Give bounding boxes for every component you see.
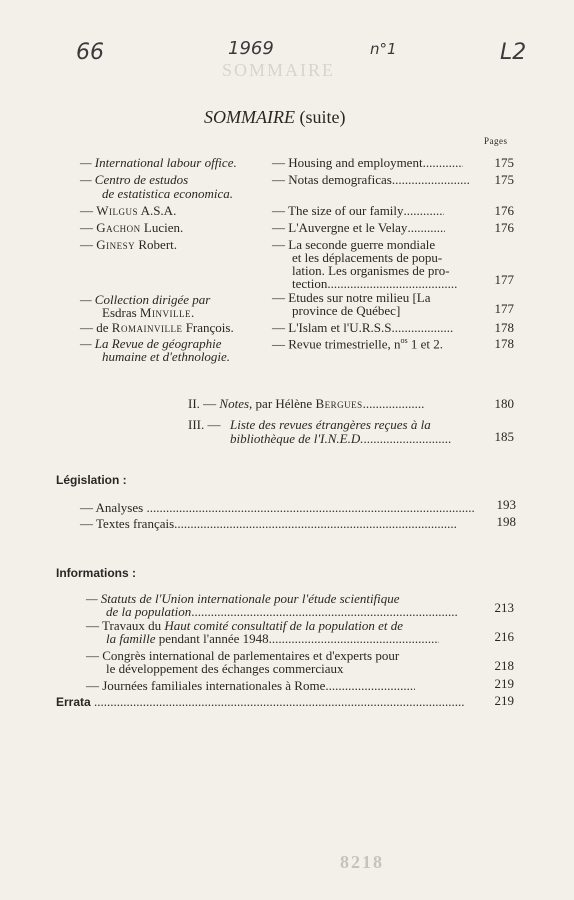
review-page: 176 (494, 203, 514, 218)
review-title: — La seconde guerre mondiale (272, 237, 436, 252)
annotation-left: 66 (76, 40, 104, 65)
informations-heading: Informations : (56, 566, 136, 580)
review-page: 175 (494, 155, 514, 170)
review-source: — Collection dirigée par (80, 292, 211, 307)
review-title-cont: lation. Les organismes de pro- (292, 263, 450, 278)
liste-num: III. — (188, 417, 221, 432)
pages-label: Pages (484, 136, 508, 146)
review-source: — Wilgus A.S.A. (80, 203, 177, 218)
review-title-cont: province de Québec] (292, 303, 401, 318)
info-item-cont: de la population..... (106, 604, 482, 620)
legislation-page: 193 (496, 497, 516, 512)
legislation-page: 198 (496, 514, 516, 529)
review-page: 178 (494, 320, 514, 335)
errata-entry: Errata ..... (56, 694, 484, 710)
info-page: 218 (494, 658, 514, 673)
review-source-cont: Esdras Minville. (102, 305, 195, 320)
review-title-cont: et les déplacements de popu- (292, 250, 443, 265)
review-title: — L'Auvergne et le Velay..... (272, 220, 445, 236)
liste-page: 185 (494, 429, 514, 444)
review-source-cont: humaine et d'ethnologie. (102, 349, 231, 364)
review-source: — Ginesy Robert. (80, 237, 178, 252)
annotation-center-right: n°1 (370, 40, 397, 58)
review-title: — Notas demograficas..... (272, 172, 470, 188)
info-item: — Journées familiales internationales à Rome..... (86, 678, 480, 694)
review-source-cont: de estatistica economica. (102, 186, 234, 201)
review-source: — de Romainville François. (80, 320, 234, 335)
review-title: — Housing and employment..... (272, 155, 482, 171)
review-title: — L'Islam et l'U.R.S.S...... (272, 320, 453, 336)
info-item-cont: la famille pendant l'année 1948..... (106, 631, 482, 647)
review-source: — International labour office. (80, 155, 237, 170)
info-item-cont: le développement des échanges commerciaux (106, 661, 344, 676)
errata-page: 219 (494, 693, 514, 708)
review-page: 175 (494, 172, 514, 187)
legislation-item: — Analyses ..... (80, 500, 482, 516)
legislation-item: — Textes français..... (80, 516, 482, 532)
bleed-through-text: SOMMAIRE (222, 60, 336, 80)
info-page: 213 (494, 600, 514, 615)
review-title: — Etudes sur notre milieu [La (272, 290, 431, 305)
info-item: — Travaux du Haut comité consultatif de la population et de (86, 618, 404, 633)
review-page: 178 (494, 336, 514, 351)
review-title: — Revue trimestrielle, $n^{os}$ 1 et 2. (272, 336, 444, 352)
page-stamp: 8218 (340, 852, 384, 872)
notes-page: 180 (494, 396, 514, 411)
review-title: — The size of our family..... (272, 203, 444, 219)
review-source: — Centro de estudos (80, 172, 189, 187)
info-item: — Statuts de l'Union internationale pour l'étude scientifique (86, 591, 400, 606)
notes-entry: II. — Notes, par Hélène Bergues..... (188, 396, 484, 412)
review-page: 177 (494, 301, 514, 316)
legislation-heading: Législation : (56, 473, 127, 487)
review-title-cont: tection..... (292, 276, 482, 292)
annotation-right: L2 (500, 40, 527, 65)
page-title (204, 107, 345, 128)
title-text: SOMMAIRE (204, 107, 295, 127)
info-page: 216 (494, 629, 514, 644)
title-suffix: (suite) (299, 107, 346, 127)
review-source: — La Revue de géographie (80, 336, 222, 351)
info-page: 219 (494, 676, 514, 691)
review-page: 176 (494, 220, 514, 235)
review-source: — Gachon Lucien. (80, 220, 184, 235)
liste-title: Liste des revues étrangères reçues à la (230, 417, 431, 432)
review-page: 177 (494, 272, 514, 287)
liste-title-cont: bibliothèque de l'I.N.E.D...... (230, 431, 480, 447)
info-item: — Congrès international de parlementaires et d'experts pour (86, 648, 400, 663)
annotation-center: 1969 (228, 38, 274, 59)
